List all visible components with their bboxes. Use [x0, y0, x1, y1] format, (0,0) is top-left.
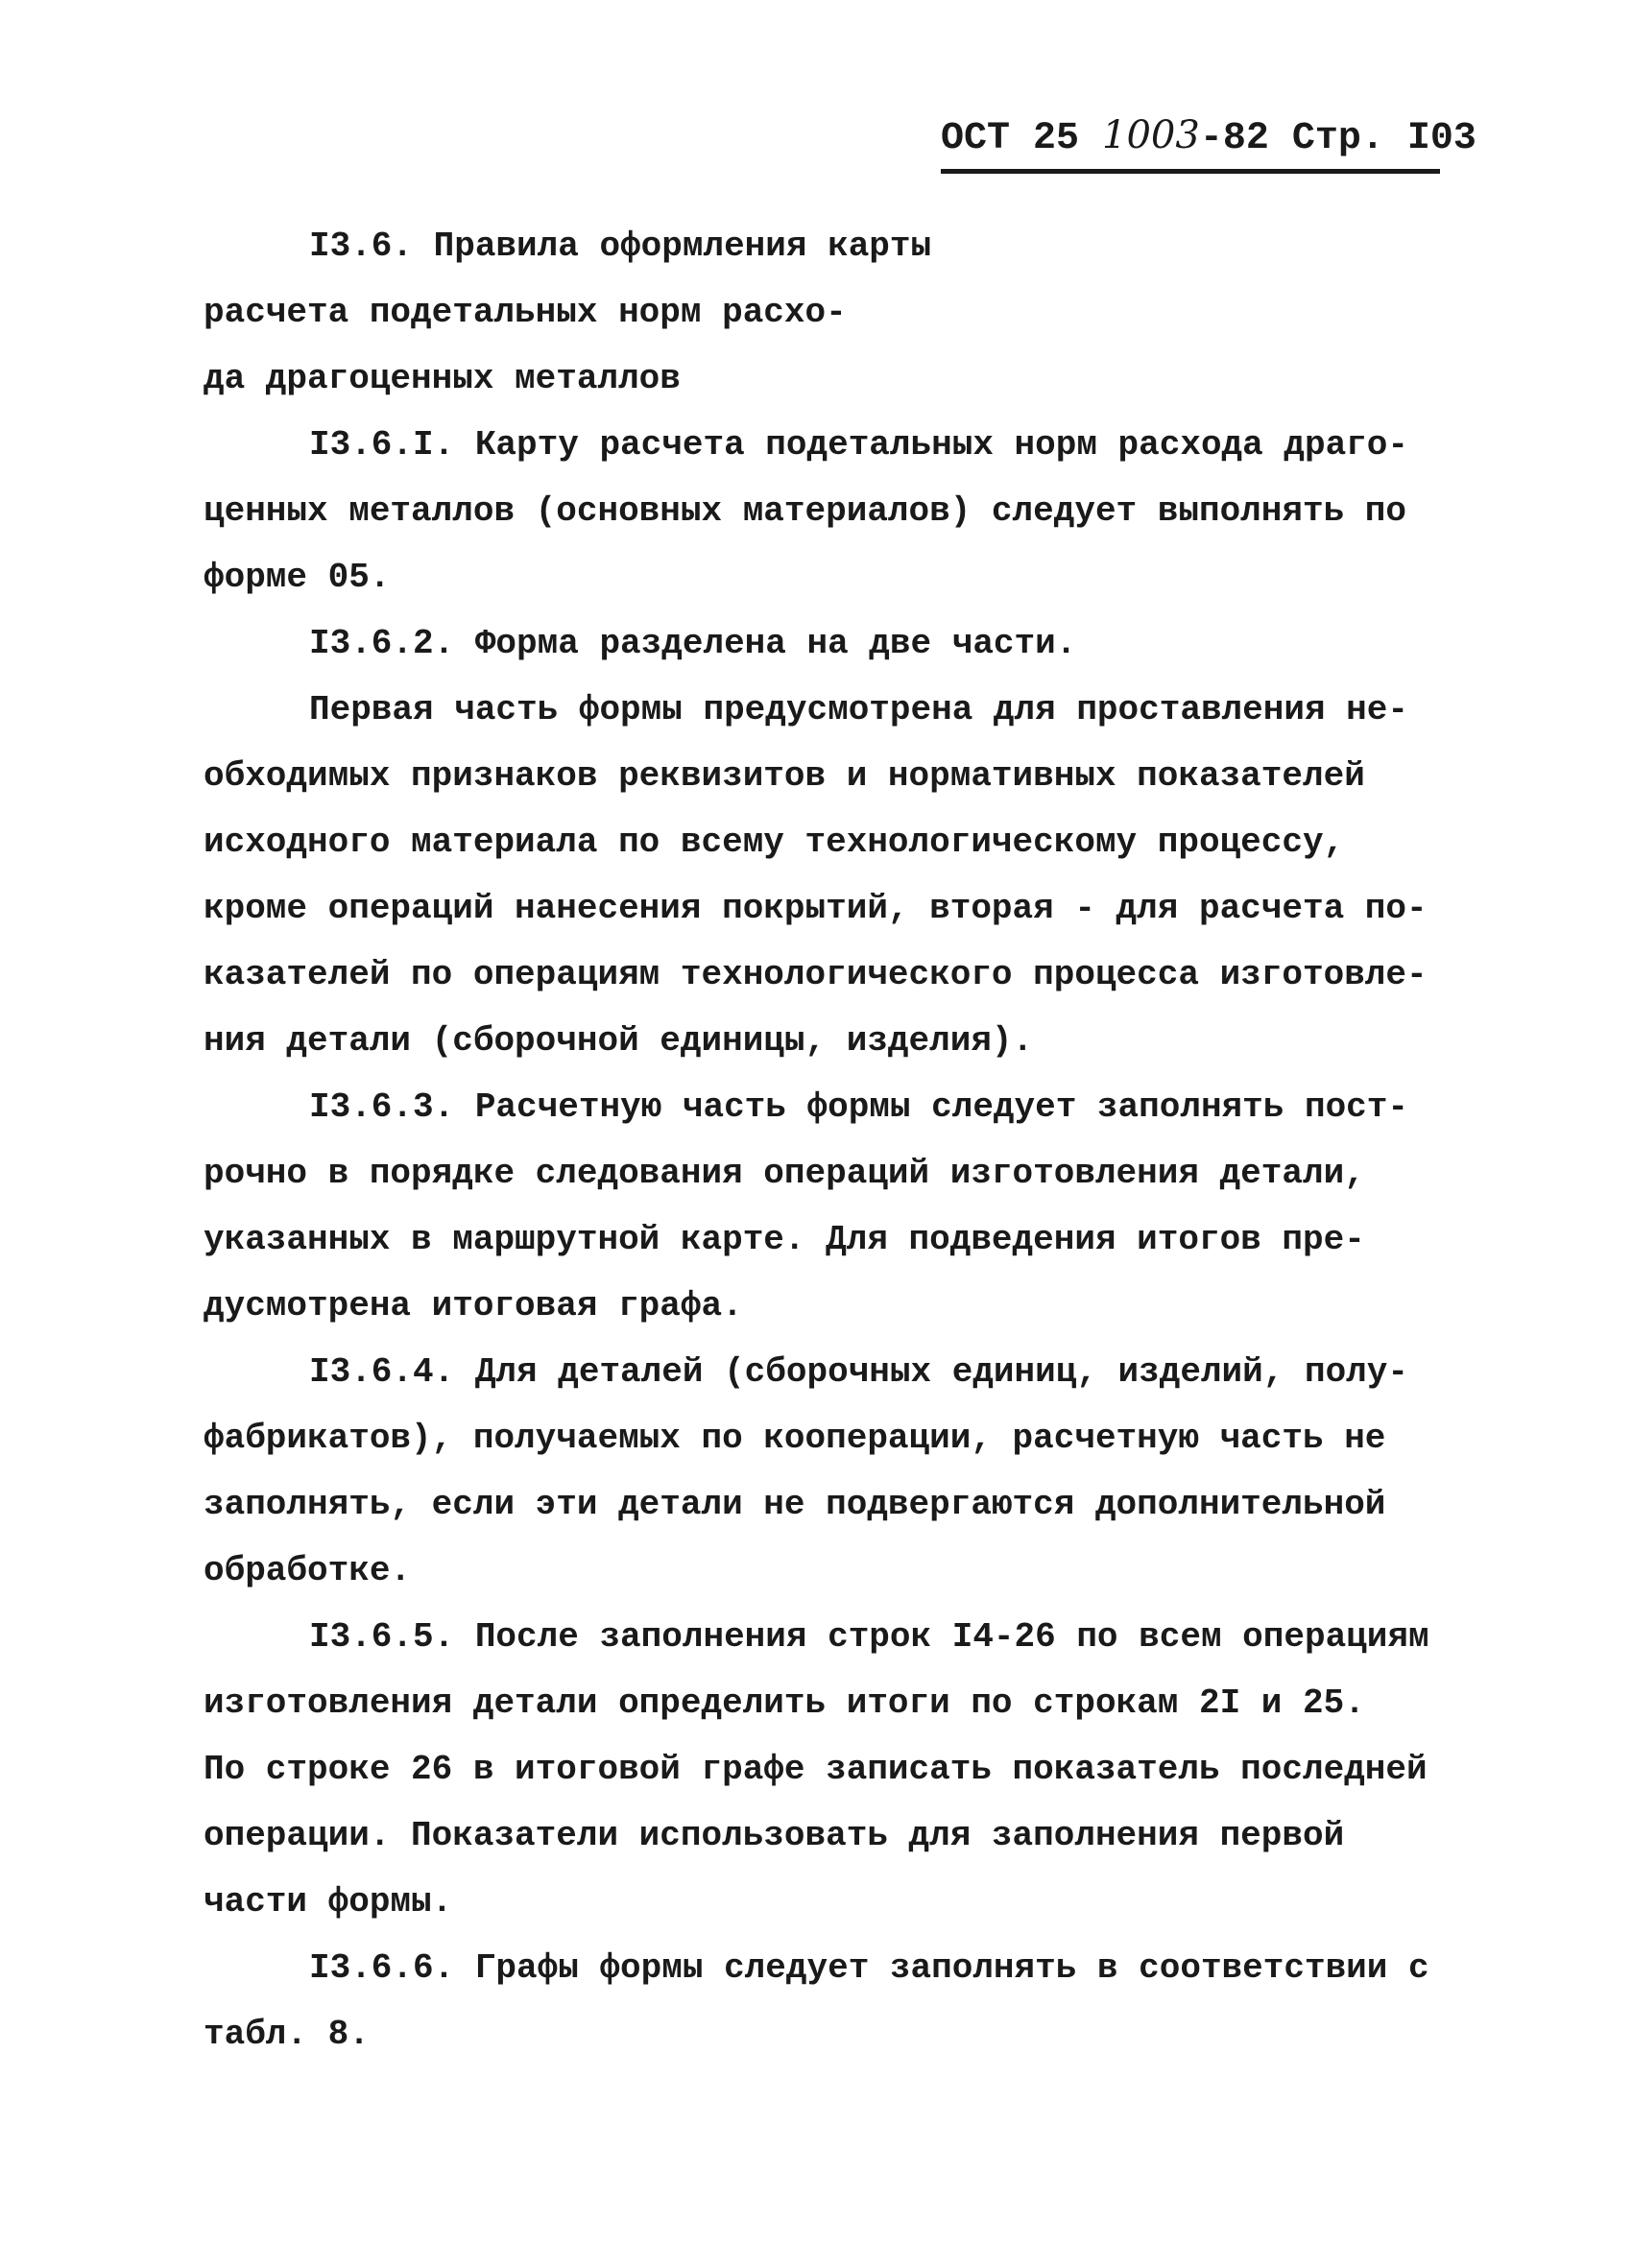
text-line: казателей по операциям технологического процесса изготовле-	[204, 955, 1428, 994]
text-line: По строке 26 в итоговой графе записать показатель последней	[204, 1750, 1428, 1789]
text-line: кроме операций нанесения покрытий, вторая - для расчета по-	[204, 889, 1428, 928]
text-line: рочно в порядке следования операций изготовления детали,	[204, 1154, 1365, 1193]
paragraph-13-6-4	[204, 1339, 1442, 1604]
text-line: части формы.	[204, 1882, 453, 1922]
text-line: форме 05.	[204, 558, 391, 597]
section-title	[204, 213, 1442, 412]
text-line: указанных в маршрутной карте. Для подведения итогов пре-	[204, 1220, 1365, 1259]
text-line: I3.6.6. Графы формы следует заполнять в соответствии с	[309, 1948, 1429, 1988]
text-line: ценных металлов (основных материалов) следует выполнять по	[204, 491, 1407, 531]
text-line: заполнять, если эти детали не подвергаются дополнительной	[204, 1485, 1386, 1524]
text-line: исходного материала по всему технологическому процессу,	[204, 823, 1345, 862]
text-line: I3.6.4. Для деталей (сборочных единиц, изделий, полу-	[309, 1352, 1408, 1392]
text-line: изготовления детали определить итоги по строкам 2I и 25.	[204, 1683, 1365, 1723]
standard-prefix: ОСТ 25	[941, 117, 1103, 160]
text-line: Первая часть формы предусмотрена для проставления не-	[309, 690, 1408, 729]
paragraph-13-6-5	[204, 1604, 1442, 1935]
text-line: табл. 8.	[204, 2015, 370, 2054]
text-line: операции. Показатели использовать для заполнения первой	[204, 1816, 1345, 1855]
title-line: расчета подетальных норм расхо-	[204, 293, 847, 332]
text-line: обработке.	[204, 1551, 412, 1590]
text-line: I3.6.3. Расчетную часть формы следует заполнять пост-	[309, 1087, 1408, 1127]
paragraph-13-6-2	[204, 610, 1442, 677]
paragraph-first-part	[204, 677, 1442, 1074]
handwritten-standard-number: 1003	[1102, 113, 1200, 157]
standard-suffix-page-number: -82 Стр. I03	[1199, 117, 1476, 160]
text-line: обходимых признаков реквизитов и нормативных показателей	[204, 756, 1365, 796]
title-line: I3.6. Правила оформления карты	[309, 227, 932, 266]
text-line: фабрикатов), получаемых по кооперации, расчетную часть не	[204, 1419, 1386, 1458]
text-line: I3.6.5. После заполнения строк I4-26 по всем операциям	[309, 1617, 1429, 1657]
title-line: да драгоценных металлов	[204, 359, 681, 398]
paragraph-13-6-6	[204, 1935, 1442, 2067]
text-line: дусмотрена итоговая графа.	[204, 1286, 743, 1325]
paragraph-13-6-1	[204, 412, 1442, 610]
text-line: I3.6.2. Форма разделена на две части.	[309, 624, 1077, 663]
text-line: I3.6.I. Карту расчета подетальных норм расхода драго-	[309, 425, 1408, 465]
header-underline	[941, 169, 1440, 174]
text-line: ния детали (сборочной единицы, изделия).	[204, 1021, 1034, 1061]
paragraph-13-6-3	[204, 1074, 1442, 1339]
document-body	[204, 213, 1442, 2067]
page-header	[941, 113, 1476, 160]
